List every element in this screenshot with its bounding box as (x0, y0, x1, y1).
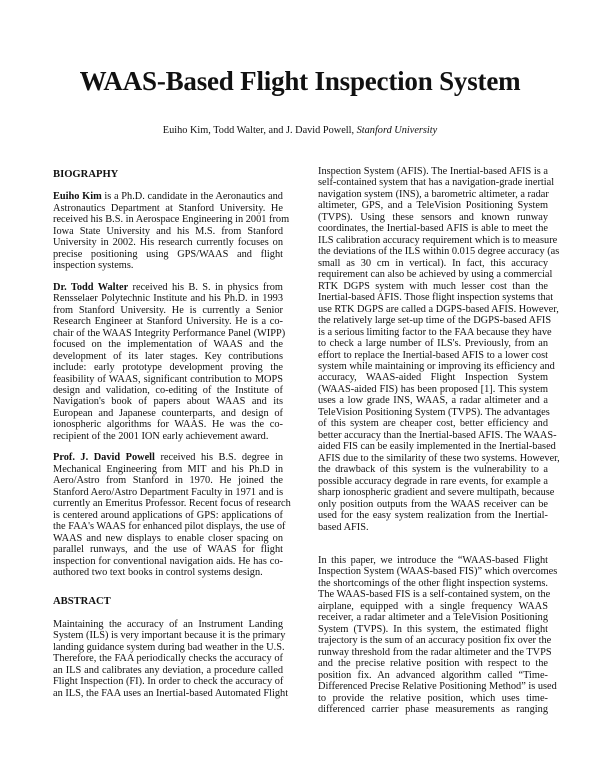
text-line (318, 395, 548, 406)
line-text: RTK DGPS system with much lesser cost than the (318, 280, 548, 292)
text-line (53, 510, 283, 521)
line-text: trajectory is the sum of an accuracy position fix over the (318, 635, 552, 647)
text-line (318, 487, 555, 499)
author-affiliation: Stanford University (356, 125, 438, 136)
text-line (53, 226, 283, 237)
text-line (53, 305, 283, 316)
biography-heading: BIOGRAPHY (53, 169, 119, 180)
text-line (318, 522, 548, 533)
author-names: Euiho Kim, Todd Walter, and J. David Powell, (162, 125, 357, 136)
line-text: better accuracy than the Inertial-based AFIS. The WAAS- (318, 429, 557, 441)
line-text: TeleVision Positioning System (TVPS). The advantages (318, 406, 550, 418)
text-line (318, 464, 548, 475)
line-text: received his B.S. in Aerospace Engineering in 2001 from (53, 214, 290, 226)
line-text: system while maintaining or improving its efficiency and (318, 360, 555, 372)
paragraph (53, 452, 291, 578)
text-line (53, 362, 283, 373)
text-line (318, 499, 548, 510)
line-text: WAAS and new displays to enable closer spacing on (53, 532, 283, 544)
line-text: parallel runways, and the use of WAAS for flight (53, 544, 283, 556)
text-line (318, 646, 552, 658)
line-text: self-contained system that has a navigation-grade inertial (318, 177, 555, 189)
line-text: from Stanford University. He is currently a Senior (53, 304, 283, 316)
line-text: effort to replace the Inertial-based AFIS to a lower cost (318, 349, 548, 361)
line-text: Inspection System (WAAS-based FIS)” which overcomes (318, 566, 558, 578)
line-text: the FAA's WAAS for enhanced pilot displays, the use of (53, 521, 286, 533)
text-line (318, 223, 548, 234)
line-text: System (TVPS). In this system, the estimated flight (318, 623, 548, 635)
left-column (53, 169, 291, 699)
line-text: design and validation, co-editing of the Institute of (53, 384, 283, 396)
text-line (53, 260, 283, 271)
text-line (53, 464, 283, 475)
line-text: airplane, equipped with a single frequency WAAS (318, 600, 548, 612)
line-text: small as 30 cm in vertical). In fact, this accuracy (318, 257, 548, 269)
text-line (318, 407, 548, 418)
line-text: Stanford Aero/Astro Department Faculty in 1971 and is (53, 486, 284, 498)
line-text: Flight Inspection (FI). In order to check the accuracy of (53, 676, 284, 688)
line-text: Iowa State University and his M.S. from Stanford (53, 225, 283, 237)
line-text: AFIS due to the similarity of these two systems. However, (318, 452, 560, 464)
paragraph (318, 166, 560, 533)
text-line (53, 556, 283, 567)
text-line (53, 567, 283, 578)
text-line (318, 476, 548, 487)
text-line (53, 630, 286, 642)
line-text: altimeter, GPS, and a TeleVision Positioning System (318, 200, 548, 212)
text-line (318, 246, 560, 258)
text-line (318, 452, 560, 464)
text-line (318, 212, 548, 223)
text-line (318, 704, 548, 715)
text-line (318, 269, 553, 281)
line-text: recipient of the 2001 ION early achievement award. (53, 430, 269, 442)
line-text: sharp ionospheric gradient and severe multipath, because (318, 487, 555, 499)
line-text: The WAAS-based FIS is a self-contained system, on the (318, 589, 551, 601)
author-line (0, 125, 600, 136)
text-line (318, 177, 555, 189)
line-text: University in 2002. His research currently focuses on (53, 237, 283, 249)
line-text: coordinates, the Inertial-based AFIS is able to meet the (318, 223, 548, 235)
line-text: the drawback of this system is the vulnerability to a (318, 464, 548, 476)
text-line (53, 653, 283, 664)
text-line (318, 578, 548, 589)
text-line (53, 408, 283, 419)
paragraph (318, 555, 558, 716)
text-line (53, 191, 283, 202)
text-line (318, 292, 554, 304)
text-line (318, 624, 548, 635)
text-line (53, 249, 283, 260)
line-text: used for the easy system realization from the Inertial- (318, 510, 548, 522)
text-line (318, 326, 552, 338)
line-text: is centered around applications of GPS: applications of (53, 509, 283, 521)
line-text: feasibility of WAAS, significant contribution to MOPS (53, 373, 283, 385)
text-line (318, 350, 548, 361)
line-text: currently an Emeritus Professor. Recent focus of research (53, 498, 291, 510)
line-text: Inspection System (AFIS). The Inertial-based AFIS is a (318, 166, 548, 177)
text-line (53, 619, 283, 630)
line-text: precise positioning using GPS/WAAS and flight (53, 248, 283, 260)
text-line (318, 555, 548, 566)
line-text: of this system are cheaper cost, better efficiency and (318, 418, 548, 430)
line-text: is a serious limiting factor to the FAA because they have (318, 326, 552, 338)
line-text: (WAAS-aided FIS) has been proposed [1]. This system (318, 383, 548, 395)
line-text: Rensselaer Polytechnic Institute and his Ph.D. in 1993 (53, 293, 283, 305)
line-text: aided FIS can be easily implemented in the Inertial-based (318, 441, 556, 453)
text-line (318, 693, 548, 704)
text-line (53, 374, 283, 385)
text-line (53, 327, 286, 339)
line-text: runway threshold from the radar altimeter and the TVPS (318, 646, 552, 658)
text-line (53, 385, 283, 396)
paper-title: WAAS-Based Flight Inspection System (79, 66, 521, 96)
text-line (318, 384, 548, 395)
line-text: (TVPS). Using these sensors and known runway (318, 211, 548, 223)
line-text: received his B.S. degree in (154, 452, 283, 464)
paragraph (53, 281, 286, 443)
right-column (318, 166, 560, 716)
text-line (53, 665, 283, 676)
line-text: accuracy, WAAS-aided Flight Inspection System (318, 372, 548, 384)
line-text: Mechanical Engineering from MIT and his Ph.D in (53, 463, 283, 475)
text-line (318, 281, 548, 292)
text-line (318, 510, 548, 521)
line-text: the relatively large set-up time of the DGPS-based AFIS (318, 315, 552, 327)
line-text: the deviations of the ILS within 0.015 degree accuracy (as (318, 246, 560, 258)
text-line (318, 200, 548, 211)
biography-section (53, 191, 291, 578)
line-text: only position outputs from the WAAS receiver can be (318, 498, 548, 510)
text-line (53, 487, 283, 498)
line-text: Navigation's book of papers about WAAS and its (53, 396, 283, 408)
line-text: navigation system (INS), a barometric altimeter, a radar (318, 188, 549, 200)
line-text: ILS calibration accuracy requirement which is to measure (318, 234, 558, 246)
line-text: inspection systems. (53, 260, 134, 272)
line-text: European and Japanese counterparts, and design of (53, 407, 283, 419)
text-line (318, 338, 548, 349)
paragraph (53, 191, 290, 272)
line-text: differenced carrier phase measurements as ranging (318, 704, 548, 716)
text-line (53, 339, 283, 350)
line-text: ionospheric algorithms for WAAS. He was the co- (53, 419, 283, 431)
text-line (53, 642, 283, 653)
line-text: Astronautics Department at Stanford University. He (53, 202, 283, 214)
line-text: chair of the WAAS Integrity Performance Panel (WIPP) (53, 327, 286, 339)
line-text: uses a low grade INS, WAAS, a radar altimeter and a (318, 395, 548, 407)
text-line (53, 419, 283, 430)
line-text: to check a large number of ILS's. Previously, from an (318, 338, 548, 350)
text-line (318, 589, 551, 601)
bio-name: Euiho Kim (53, 191, 102, 203)
text-line (53, 237, 283, 248)
text-line (53, 351, 283, 362)
text-line (318, 670, 548, 681)
text-line (318, 166, 548, 177)
line-text: is a Ph.D. candidate in the Aeronautics and (101, 191, 283, 203)
text-line (318, 635, 552, 647)
bio-name: Prof. J. David Powell (53, 452, 155, 464)
text-line (53, 396, 283, 407)
line-text: possible accuracy degrade in rare events, for example a (318, 475, 548, 487)
text-line (318, 189, 548, 200)
text-line (53, 521, 286, 533)
line-text: receiver, a radar altimeter and a TeleVision Positioning (318, 612, 548, 624)
line-text: In this paper, we introduce the “WAAS-based Flight (318, 555, 548, 566)
line-text: Aero/Astro from Stanford in 1970. He joined the (53, 475, 283, 487)
text-line (53, 533, 283, 544)
line-text: Differenced Precise Relative Positioning Method” is used (318, 681, 557, 693)
line-text: Inertial-based AFIS. Those flight inspection systems that (318, 292, 554, 304)
line-text: based AFIS. (318, 521, 369, 533)
text-line (318, 372, 548, 383)
text-line (53, 282, 283, 293)
right-column-text (318, 166, 560, 716)
text-line (53, 293, 283, 304)
text-line (53, 214, 290, 226)
line-text: Therefore, the FAA periodically checks the accuracy of (53, 653, 283, 665)
text-line (53, 544, 283, 555)
text-line (53, 498, 291, 510)
line-text: to provide the relative position, which uses time- (318, 692, 548, 704)
text-line (318, 441, 556, 453)
text-line (318, 566, 558, 578)
text-line (318, 258, 548, 269)
line-text: an ILS and calibrates any deviation, a procedure called (53, 664, 283, 676)
bio-name: Dr. Todd Walter (53, 281, 129, 293)
line-text: include: early prototype development proving the (53, 362, 283, 374)
text-line (318, 303, 559, 315)
text-line (53, 452, 283, 463)
line-text: focused on the implementation of WAAS and the (53, 339, 283, 351)
text-line (53, 475, 283, 486)
text-line (53, 676, 283, 687)
line-text: requirement can also be achieved by using a commercial (318, 269, 553, 281)
line-text: authored two text books in control systems design. (53, 567, 263, 578)
line-text: development of its later stages. Key contributions (53, 350, 283, 362)
text-line (53, 316, 283, 327)
text-line (53, 431, 283, 442)
text-line (53, 203, 283, 214)
line-text: and the precise relative position with respect to the (318, 658, 548, 670)
line-text: Research Engineer at Stanford University. He is a co- (53, 316, 283, 328)
text-line (318, 681, 557, 693)
abstract-section (53, 618, 289, 699)
line-text: landing guidance system during bad weather in the U.S. (53, 641, 285, 653)
line-text: Maintaining the accuracy of an Instrument Landing (53, 618, 283, 630)
line-text: the shortcomings of the other flight inspection systems. (318, 577, 548, 589)
text-line (318, 429, 557, 441)
text-line (318, 360, 555, 372)
text-line (53, 687, 289, 699)
text-line (318, 234, 558, 246)
line-text: System (ILS) is very important because it is the primary (53, 630, 286, 642)
line-text: use RTK DGPS are called a DGPS-based AFIS. However, (318, 303, 559, 315)
text-line (318, 315, 552, 327)
text-line (318, 418, 548, 429)
text-line (318, 612, 548, 623)
paragraph (53, 618, 289, 699)
line-text: received his B. S. in physics from (128, 281, 283, 293)
text-line (318, 601, 548, 612)
line-text: position fix. An advanced algorithm called “Time- (318, 669, 548, 681)
line-text: an ILS, the FAA uses an Inertial-based Automated Flight (53, 687, 289, 699)
abstract-heading: ABSTRACT (53, 596, 111, 608)
text-line (318, 658, 548, 669)
line-text: inspection for conventional navigation aids. He has co- (53, 555, 283, 567)
